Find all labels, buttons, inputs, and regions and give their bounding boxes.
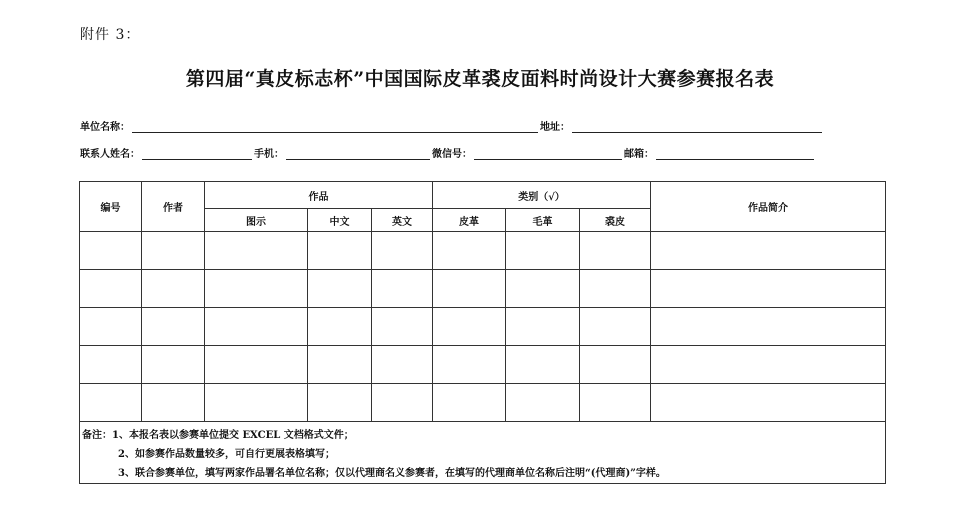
cell[interactable] <box>142 346 205 384</box>
cell[interactable] <box>506 270 580 308</box>
cell[interactable] <box>433 270 506 308</box>
cell[interactable] <box>80 384 142 422</box>
header-fur-hair: 毛革 <box>506 209 580 232</box>
header-author: 作者 <box>142 182 205 232</box>
email-label: 邮箱： <box>624 149 654 160</box>
cell[interactable] <box>372 346 433 384</box>
cell[interactable] <box>372 308 433 346</box>
cell[interactable] <box>80 346 142 384</box>
unit-address-row <box>80 118 824 133</box>
table-row <box>80 232 886 270</box>
form-title: 第四届“真皮标志杯”中国国际皮革裘皮面料时尚设计大赛参赛报名表 <box>185 68 775 90</box>
table-row <box>80 384 886 422</box>
cell[interactable] <box>580 308 651 346</box>
header-work: 作品 <box>205 182 433 209</box>
cell[interactable] <box>205 384 308 422</box>
cell[interactable] <box>506 308 580 346</box>
header-fur: 裘皮 <box>580 209 651 232</box>
cell[interactable] <box>308 232 372 270</box>
cell[interactable] <box>506 346 580 384</box>
unit-name-field[interactable] <box>132 121 538 133</box>
address-field[interactable] <box>572 121 822 133</box>
cell[interactable] <box>80 232 142 270</box>
cell[interactable] <box>205 346 308 384</box>
cell[interactable] <box>372 384 433 422</box>
attachment-label: 附件 3： <box>80 27 141 43</box>
cell[interactable] <box>506 232 580 270</box>
cell[interactable] <box>205 308 308 346</box>
header-leather: 皮革 <box>433 209 506 232</box>
header-number: 编号 <box>80 182 142 232</box>
registration-table <box>79 181 886 484</box>
contact-field[interactable] <box>142 148 252 160</box>
cell[interactable] <box>142 232 205 270</box>
cell[interactable] <box>651 308 886 346</box>
cell[interactable] <box>372 270 433 308</box>
header-row-1 <box>80 182 886 209</box>
cell[interactable] <box>372 232 433 270</box>
cell[interactable] <box>80 308 142 346</box>
cell[interactable] <box>433 346 506 384</box>
note-line-2: 2、如参赛作品数量较多，可自行更展表格填写； <box>118 449 335 460</box>
header-category: 类别（√） <box>433 182 651 209</box>
cell[interactable] <box>308 346 372 384</box>
cell[interactable] <box>142 308 205 346</box>
cell[interactable] <box>651 232 886 270</box>
address-label: 地址： <box>540 122 570 133</box>
table-row <box>80 270 886 308</box>
cell[interactable] <box>580 270 651 308</box>
cell[interactable] <box>205 232 308 270</box>
mobile-label: 手机： <box>254 149 284 160</box>
table-row <box>80 346 886 384</box>
notes-cell <box>80 422 886 484</box>
cell[interactable] <box>433 384 506 422</box>
contact-label: 联系人姓名： <box>80 149 140 160</box>
notes-row <box>80 422 886 484</box>
mobile-field[interactable] <box>286 148 430 160</box>
header-diagram: 图示 <box>205 209 308 232</box>
note-line-1: 备注：1、本报名表以参赛单位提交 EXCEL 文档格式文件； <box>82 430 354 441</box>
cell[interactable] <box>308 384 372 422</box>
cell[interactable] <box>308 308 372 346</box>
cell[interactable] <box>80 270 142 308</box>
email-field[interactable] <box>656 148 814 160</box>
cell[interactable] <box>205 270 308 308</box>
cell[interactable] <box>142 270 205 308</box>
cell[interactable] <box>580 384 651 422</box>
header-chinese: 中文 <box>308 209 372 232</box>
cell[interactable] <box>651 384 886 422</box>
header-intro: 作品简介 <box>651 182 886 232</box>
cell[interactable] <box>651 270 886 308</box>
note-line-3: 3、联合参赛单位，填写两家作品署名单位名称；仅以代理商名义参赛者，在填写的代理商单位名称后注明“(代理商)”字样。 <box>118 468 666 479</box>
cell[interactable] <box>142 384 205 422</box>
header-english: 英文 <box>372 209 433 232</box>
cell[interactable] <box>433 308 506 346</box>
cell[interactable] <box>580 232 651 270</box>
contact-row <box>80 145 816 160</box>
cell[interactable] <box>308 270 372 308</box>
cell[interactable] <box>506 384 580 422</box>
wechat-field[interactable] <box>474 148 622 160</box>
cell[interactable] <box>433 232 506 270</box>
cell[interactable] <box>651 346 886 384</box>
unit-name-label: 单位名称： <box>80 122 130 133</box>
table-row <box>80 308 886 346</box>
wechat-label: 微信号： <box>432 149 472 160</box>
cell[interactable] <box>580 346 651 384</box>
